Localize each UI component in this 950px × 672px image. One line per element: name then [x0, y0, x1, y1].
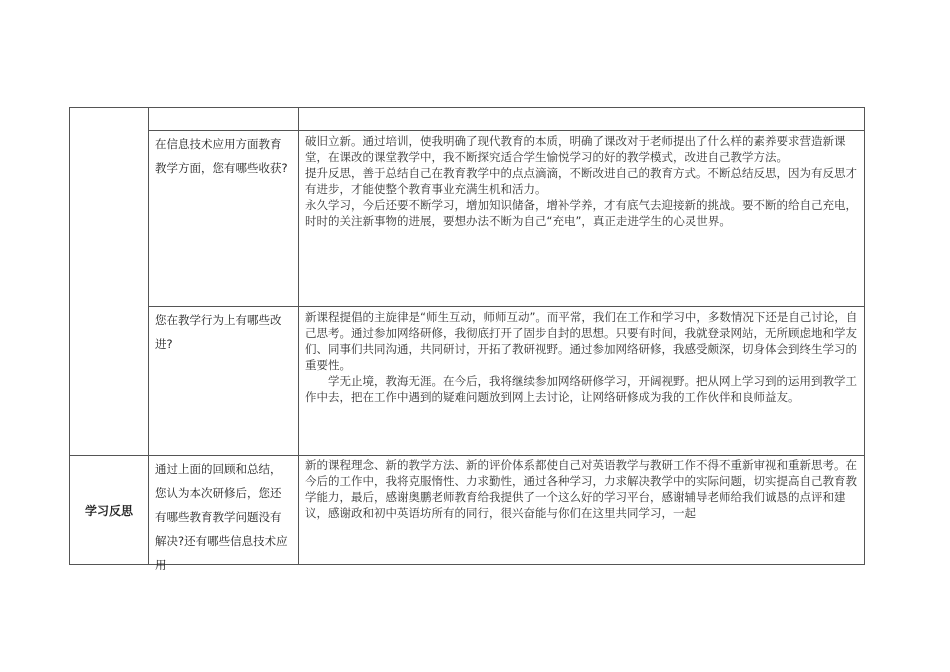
question-cell	[149, 131, 298, 306]
question-text: 在信息技术应用方面教育教学方面，您有哪些收获?	[155, 137, 288, 175]
answer-cell	[299, 457, 864, 564]
section-label-cell	[70, 456, 148, 564]
table-border-right	[864, 107, 865, 565]
reflection-table	[69, 107, 865, 572]
answer-paragraph: 新的课程理念、新的教学方法、新的评价体系都使自己对英语教学与教研工作不得不重新审视和重新思考。在今后的工作中，我将克服惰性、力求勤性，通过各种学习，力求解决教学中的实际问题，切实提高自己教育教学能力，最后，感谢奥鹏老师教育给我提供了一个这么好的学习平台，感谢辅导老师给我们诚恳的点评和建议，感谢政和初中英语坊所有的同行，很兴奋能与你们在这里共同学习，一起	[305, 458, 857, 520]
answer-paragraph: 新课程提倡的主旋律是“师生互动，师师互动”。而平常，我们在工作和学习中，多数情况下还是自己讨论，自己思考。通过参加网络研修，我彻底打开了固步自封的思想。只要有时间，我就登录网站，无所顾虑地和学友们、同事们共同沟通，共同研讨，开拓了教研视野。通过参加网络研修，我感受颇深，切身体会到终生学习的重要性。	[305, 310, 858, 372]
question-cell	[149, 307, 298, 455]
answer-paragraph: 学无止境，教海无涯。在今后，我将继续参加网络研修学习，开阔视野。把从网上学习到的运用到教学工作中去，把在工作中遇到的疑难问题放到网上去讨论，让网络研修成为我的工作伙伴和良师益友。	[305, 374, 857, 404]
answer-paragraph: 提升反思，善于总结自己在教育教学中的点点滴滴，不断改进自己的教育方式。不断总结反思，因为有反思才有进步，才能使整个教育事业充满生机和活力。	[305, 166, 857, 196]
question-cell	[149, 456, 298, 572]
answer-cell	[299, 309, 864, 455]
answer-paragraph: 破旧立新。通过培训，使我明确了现代教育的本质，明确了课改对于老师提出了什么样的素养要求营造新课堂，在课改的课堂教学中，我不断探究适合学生愉悦学习的好的教学模式，改进自己教学方法。	[305, 134, 846, 164]
answer-cell	[299, 133, 864, 306]
table-border-bottom	[69, 564, 865, 565]
question-text: 您在教学行为上有哪些改进?	[155, 313, 282, 351]
question-text: 通过上面的回顾和总结，您认为本次研修后，您还有哪些教育教学问题没有解决?还有哪些信息技术应用	[155, 462, 288, 572]
section-label: 学习反思	[84, 503, 133, 518]
answer-paragraph: 永久学习，今后还要不断学习，增加知识储备，增补学养，才有底气去迎接新的挑战。要不断的给自己充电，时时的关注新事物的进展，要想办法不断为自己“充电”，真正走进学生的心灵世界。	[305, 198, 857, 228]
table-border-top	[69, 107, 865, 108]
